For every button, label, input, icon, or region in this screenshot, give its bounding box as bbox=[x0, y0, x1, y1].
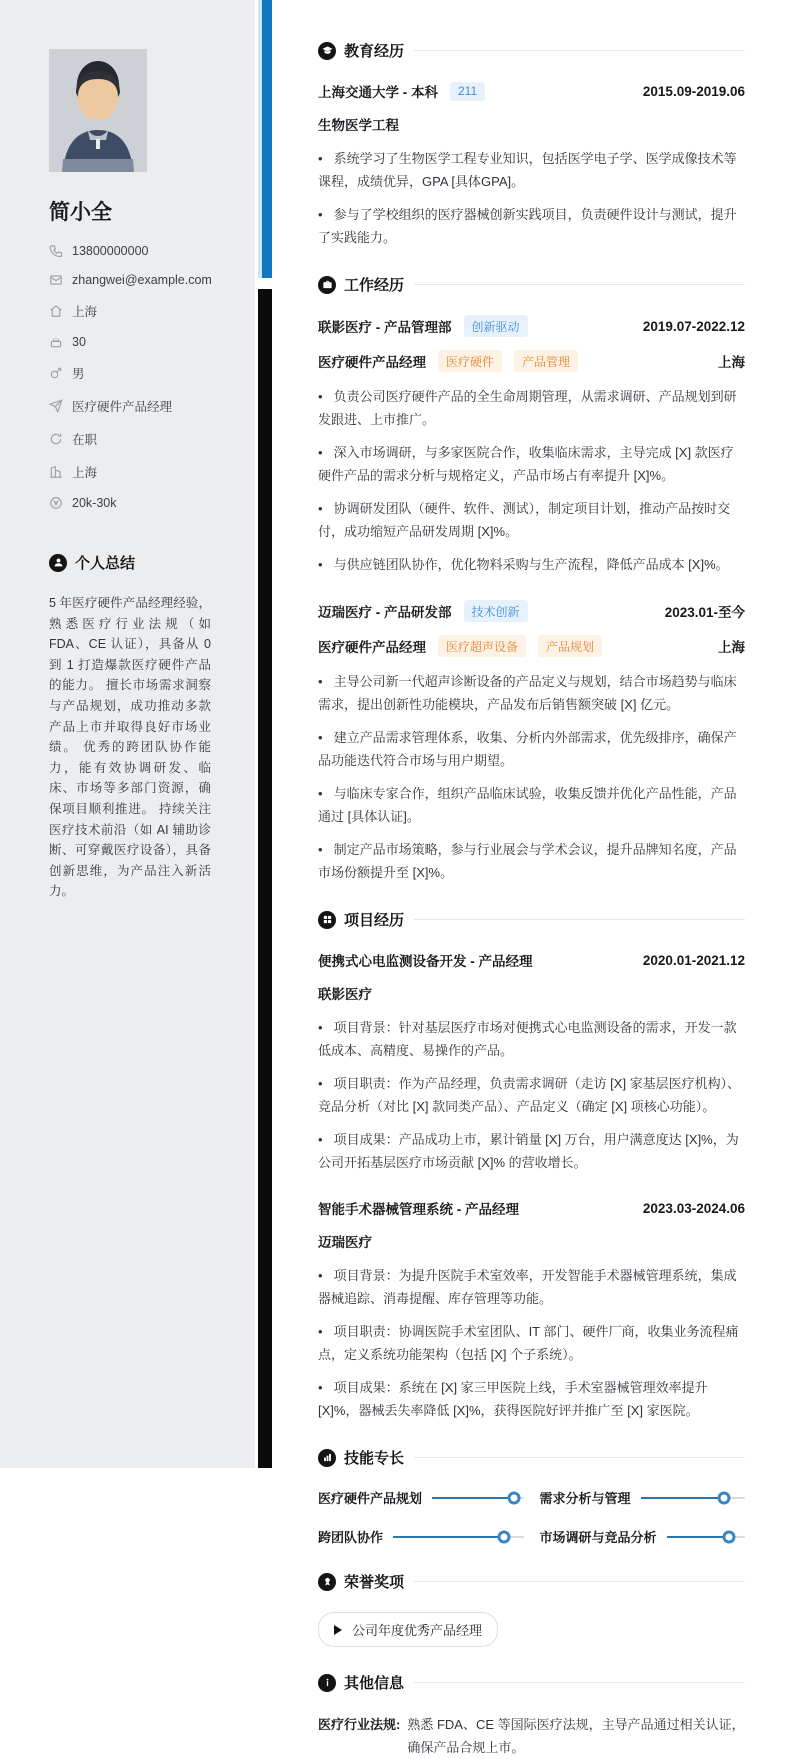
section-divider-line bbox=[414, 1581, 745, 1582]
education-bullets bbox=[318, 147, 745, 249]
skills-title: 技能专长 bbox=[344, 1450, 405, 1467]
company-badge: 创新驱动 bbox=[464, 315, 528, 337]
project-date: 2023.03-2024.06 bbox=[642, 1200, 745, 1216]
skill-label: 需求分析与管理 bbox=[539, 1491, 631, 1506]
project-date: 2020.01-2021.12 bbox=[642, 952, 745, 968]
honors-title: 荣誉奖项 bbox=[344, 1574, 405, 1591]
medal-icon bbox=[318, 1573, 336, 1591]
bullet-item: • 项目成果：产品成功上市，累计销量 [X] 万台，用户满意度达 [X]%，为公司开拓基层医疗市场贡献 [X]% 的营收增长。 bbox=[318, 1132, 739, 1170]
bullet-dot: • bbox=[318, 557, 323, 572]
other-info-item bbox=[318, 1713, 745, 1759]
bullet-dot: • bbox=[318, 151, 323, 166]
candidate-name: 简小全 bbox=[49, 201, 112, 224]
position-value: 医疗硬件产品经理 bbox=[72, 400, 173, 414]
project2-bullets bbox=[318, 1264, 745, 1422]
skill-tag: 产品管理 bbox=[514, 350, 578, 372]
bullet-dot: • bbox=[318, 842, 323, 857]
contact-row-status bbox=[49, 430, 215, 448]
summary-text: 5 年医疗硬件产品经理经验，熟悉医疗行业法规（如 FDA、CE 认证），具备从 0 到 1 打造爆款医疗硬件产品的能力。 擅长市场需求洞察与产品规划，成功推动多款产品上市并取得良好市场业绩。 优秀的跨团队协作能力，能有效协调研发、临床、市场等多部门资源，确保项目顺利推进。 持续关注医疗技术前沿（如 AI 辅助诊断、可穿戴医疗设备），具备创新思维，为产品注入新活力。 bbox=[49, 596, 211, 899]
skill-tag: 医疗硬件 bbox=[438, 350, 502, 372]
bullet-item: • 参与了学校组织的医疗器械创新实践项目，负责硬件设计与测试，提升了实践能力。 bbox=[318, 207, 737, 245]
scrollbar-gap bbox=[258, 278, 272, 289]
person-icon bbox=[49, 554, 67, 572]
honor-chip[interactable] bbox=[318, 1612, 498, 1647]
bullet-item: • 与供应链团队协作，优化物料采购与生产流程，降低产品成本 [X]%。 bbox=[318, 557, 729, 572]
work1-bullets bbox=[318, 385, 745, 576]
skills-section-header bbox=[318, 1447, 745, 1468]
education-section bbox=[318, 40, 745, 249]
bullet-dot: • bbox=[318, 1324, 323, 1339]
skills-grid bbox=[318, 1488, 745, 1546]
work-date: 2023.01-至今 bbox=[664, 605, 745, 620]
projects-section bbox=[318, 909, 745, 1422]
bullet-item: • 项目职责：协调医院手术室团队、IT 部门、硬件厂商，收集业务流程痛点，定义系统功能架构（包括 [X] 个子系统）。 bbox=[318, 1324, 739, 1362]
project1-row1 bbox=[318, 950, 745, 970]
project-entry-1 bbox=[318, 950, 745, 1174]
skill-slider-handle[interactable] bbox=[723, 1530, 736, 1543]
section-divider-line bbox=[414, 50, 745, 51]
honor-label: 公司年度优秀产品经理 bbox=[352, 1623, 483, 1638]
skill-item bbox=[318, 1527, 524, 1546]
work-title: 工作经历 bbox=[344, 277, 405, 294]
bullet-dot: • bbox=[318, 1380, 323, 1395]
bullet-item: • 系统学习了生物医学工程专业知识，包括医学电子学、医学成像技术等课程，成绩优异，GPA [具体GPA]。 bbox=[318, 151, 737, 189]
profile-sidebar bbox=[0, 0, 255, 1468]
projects-title: 项目经历 bbox=[344, 912, 405, 929]
contact-row-city bbox=[49, 463, 215, 481]
other-info-text: 熟悉 FDA、CE 等国际医疗法规，主导产品通过相关认证，确保产品合规上市。 bbox=[407, 1717, 745, 1755]
bullet-item: • 项目成果：系统在 [X] 家三甲医院上线，手术室器械管理效率提升 [X]%，器械丢失率降低 [X]%，获得医院好评并推广至 [X] 家医院。 bbox=[318, 1380, 708, 1418]
bullet-item: • 主导公司新一代超声诊断设备的产品定义与规划，结合市场趋势与临床需求，提出创新性功能模块，产品发布后销售额突破 [X] 亿元。 bbox=[318, 674, 737, 712]
graduation-cap-icon bbox=[318, 42, 336, 60]
city-value: 上海 bbox=[72, 466, 98, 480]
work-location: 上海 bbox=[718, 640, 745, 655]
education-section-header bbox=[318, 40, 745, 61]
age-icon bbox=[49, 335, 63, 349]
section-divider-line bbox=[414, 1457, 745, 1458]
position-icon bbox=[49, 399, 63, 413]
company-name: 迈瑞医疗 - 产品研发部 bbox=[318, 605, 452, 620]
section-divider-line bbox=[414, 919, 745, 920]
job-role: 医疗硬件产品经理 bbox=[318, 640, 426, 655]
profile-photo-illustration bbox=[49, 49, 147, 172]
project-company: 联影医疗 bbox=[318, 987, 372, 1002]
skill-slider-handle[interactable] bbox=[508, 1491, 521, 1504]
bullet-dot: • bbox=[318, 1132, 323, 1147]
phone-value: 13800000000 bbox=[72, 244, 149, 258]
salary-value: 20k-30k bbox=[72, 496, 117, 510]
hometown-value: 上海 bbox=[72, 305, 98, 319]
other-info-label: 医疗行业法规: bbox=[318, 1717, 401, 1732]
summary-section-header bbox=[49, 552, 215, 573]
projects-section-header bbox=[318, 909, 745, 930]
home-icon bbox=[49, 304, 63, 318]
work2-row2 bbox=[318, 635, 745, 657]
education-date: 2015.09-2019.06 bbox=[642, 83, 745, 99]
project-name: 便携式心电监测设备开发 - 产品经理 bbox=[318, 954, 533, 969]
contact-row-phone bbox=[49, 244, 215, 258]
bullet-item: • 建立产品需求管理体系，收集、分析内外部需求，优先级排序，确保产品功能迭代符合市场与用户期望。 bbox=[318, 730, 737, 768]
resume-main-content bbox=[272, 0, 794, 1755]
school-badge-211: 211 bbox=[450, 82, 485, 101]
bullet-item: • 负责公司医疗硬件产品的全生命周期管理，从需求调研、产品规划到研发跟进、上市推广。 bbox=[318, 389, 737, 427]
project-entry-2 bbox=[318, 1198, 745, 1422]
bullet-item: • 与临床专家合作，组织产品临床试验，收集反馈并优化产品性能，产品通过 [具体认证]。 bbox=[318, 786, 737, 824]
skill-slider-fill bbox=[667, 1536, 730, 1538]
company-name: 联影医疗 - 产品管理部 bbox=[318, 320, 452, 335]
mail-icon bbox=[49, 273, 63, 287]
play-triangle-icon bbox=[334, 1625, 342, 1635]
project2-row2 bbox=[318, 1231, 745, 1251]
honors-section bbox=[318, 1571, 745, 1647]
contact-row-position bbox=[49, 397, 215, 415]
other-title: 其他信息 bbox=[344, 1675, 405, 1692]
bullet-item: • 协调研发团队（硬件、软件、测试），制定项目计划，推动产品按时交付，成功缩短产品研发周期 [X]%。 bbox=[318, 501, 731, 539]
work-section bbox=[318, 274, 745, 884]
city-icon bbox=[49, 465, 63, 479]
bar-chart-icon bbox=[318, 1449, 336, 1467]
bullet-dot: • bbox=[318, 389, 323, 404]
bullet-dot: • bbox=[318, 786, 323, 801]
skill-item bbox=[540, 1488, 746, 1507]
honors-section-header bbox=[318, 1571, 745, 1592]
education-entry-row2 bbox=[318, 114, 745, 134]
summary-title: 个人总结 bbox=[75, 555, 136, 572]
project1-row2 bbox=[318, 983, 745, 1003]
skill-slider bbox=[641, 1497, 745, 1499]
other-section-header bbox=[318, 1672, 745, 1693]
skill-tag: 医疗超声设备 bbox=[438, 635, 526, 657]
vertical-scrollbar bbox=[258, 0, 272, 1468]
skill-tag: 产品规划 bbox=[538, 635, 602, 657]
info-icon bbox=[318, 1674, 336, 1692]
project1-bullets bbox=[318, 1016, 745, 1174]
work-entry-1 bbox=[318, 315, 745, 576]
project-company: 迈瑞医疗 bbox=[318, 1235, 372, 1250]
grid-icon bbox=[318, 911, 336, 929]
skill-label: 市场调研与竞品分析 bbox=[539, 1530, 657, 1545]
skill-slider-handle[interactable] bbox=[497, 1530, 510, 1543]
company-badge: 技术创新 bbox=[464, 600, 528, 622]
work-entry-2 bbox=[318, 600, 745, 884]
contact-row-gender bbox=[49, 364, 215, 382]
skill-label: 跨团队协作 bbox=[318, 1530, 384, 1545]
section-divider-line bbox=[414, 1682, 745, 1683]
bullet-dot: • bbox=[318, 501, 323, 516]
school-name: 上海交通大学 - 本科 bbox=[318, 85, 438, 100]
skill-item bbox=[318, 1488, 524, 1507]
bullet-item: • 项目职责：作为产品经理，负责需求调研（走访 [X] 家基层医疗机构）、竞品分析（对比 [X] 款同类产品）、产品定义（确定 [X] 项核心功能）。 bbox=[318, 1076, 741, 1114]
project2-row1 bbox=[318, 1198, 745, 1218]
bullet-item: • 项目背景：为提升医院手术室效率，开发智能手术器械管理系统，集成器械追踪、消毒提醒、库存管理等功能。 bbox=[318, 1268, 737, 1306]
work-section-header bbox=[318, 274, 745, 295]
bullet-item: • 制定产品市场策略，参与行业展会与学术会议，提升品牌知名度，产品市场份额提升至 [X]%。 bbox=[318, 842, 737, 880]
bullet-item: • 深入市场调研，与多家医院合作，收集临床需求，主导完成 [X] 款医疗硬件产品的需求分析与规格定义，产品市场占有率提升 [X]%。 bbox=[318, 445, 734, 483]
other-info-section bbox=[318, 1672, 745, 1759]
skill-slider bbox=[432, 1497, 523, 1499]
age-value: 30 bbox=[72, 335, 86, 349]
education-entry-row1 bbox=[318, 81, 745, 101]
education-title: 教育经历 bbox=[344, 43, 405, 60]
gender-value: 男 bbox=[72, 367, 85, 381]
bullet-dot: • bbox=[318, 1020, 323, 1035]
skill-item bbox=[540, 1527, 746, 1546]
bullet-dot: • bbox=[318, 1268, 323, 1283]
job-role: 医疗硬件产品经理 bbox=[318, 355, 426, 370]
work1-row2 bbox=[318, 350, 745, 372]
project-name: 智能手术器械管理系统 - 产品经理 bbox=[318, 1202, 519, 1217]
skill-slider-fill bbox=[393, 1536, 504, 1538]
work-date: 2019.07-2022.12 bbox=[642, 318, 745, 334]
scrollbar-track[interactable] bbox=[258, 289, 272, 1468]
bullet-dot: • bbox=[318, 445, 323, 460]
salary-icon bbox=[49, 496, 63, 510]
contact-row-age bbox=[49, 335, 215, 349]
email-value: zhangwei@example.com bbox=[72, 273, 212, 287]
status-icon bbox=[49, 432, 63, 446]
education-entry bbox=[318, 81, 745, 249]
status-value: 在职 bbox=[72, 433, 98, 447]
bullet-dot: • bbox=[318, 674, 323, 689]
briefcase-icon bbox=[318, 276, 336, 294]
contact-row-email bbox=[49, 273, 215, 287]
skill-slider bbox=[393, 1536, 523, 1538]
profile-photo[interactable] bbox=[49, 49, 147, 172]
gender-icon bbox=[49, 366, 63, 380]
skill-slider-handle[interactable] bbox=[718, 1491, 731, 1504]
scrollbar-thumb[interactable] bbox=[258, 0, 272, 278]
skill-slider-fill bbox=[641, 1497, 725, 1499]
bullet-dot: • bbox=[318, 730, 323, 745]
skill-label: 医疗硬件产品规划 bbox=[318, 1491, 423, 1506]
contact-row-home bbox=[49, 302, 215, 320]
work2-row1 bbox=[318, 600, 745, 622]
skill-slider bbox=[667, 1536, 745, 1538]
skills-section bbox=[318, 1447, 745, 1546]
work1-row1 bbox=[318, 315, 745, 337]
bullet-item: • 项目背景：针对基层医疗市场对便携式心电监测设备的需求，开发一款低成本、高精度、易操作的产品。 bbox=[318, 1020, 737, 1058]
section-divider-line bbox=[414, 284, 745, 285]
contact-row-salary bbox=[49, 496, 215, 510]
major-name: 生物医学工程 bbox=[318, 118, 399, 133]
bullet-dot: • bbox=[318, 207, 323, 222]
skill-slider-fill bbox=[432, 1497, 514, 1499]
work-location: 上海 bbox=[718, 355, 745, 370]
work2-bullets bbox=[318, 670, 745, 884]
bullet-dot: • bbox=[318, 1076, 323, 1091]
phone-icon bbox=[49, 244, 63, 258]
